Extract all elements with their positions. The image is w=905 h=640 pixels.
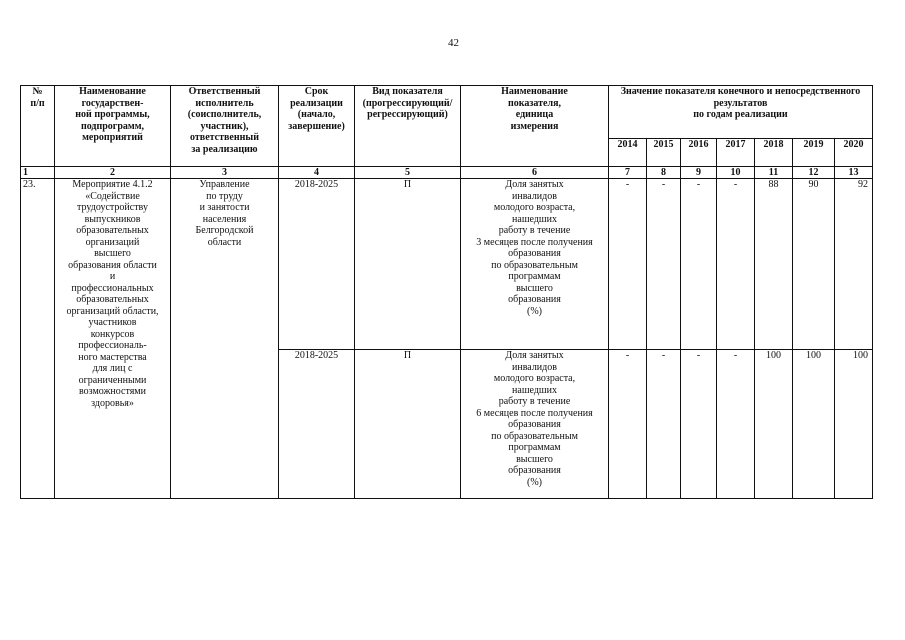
indicator-2-value-2018: 100 (755, 350, 793, 499)
indicator-2-value-2014: - (609, 350, 647, 499)
program-table (20, 85, 873, 499)
year-2016: 2016 (681, 138, 717, 166)
colnum-4: 4 (279, 167, 355, 179)
indicator-1-value-2018: 88 (755, 179, 793, 350)
colnum-7: 7 (609, 167, 647, 179)
page-number: 42 (448, 37, 459, 49)
row-executor: Управление по труду и занятости населения Белгородской области (171, 179, 279, 499)
indicator-2-value-2016: - (681, 350, 717, 499)
row-number: 23. (21, 179, 55, 499)
indicator-2-period: 2018-2025 (279, 350, 355, 499)
indicator-1-value-2020: 92 (835, 179, 873, 350)
header-num: № п/п (21, 86, 55, 167)
indicator-2-value-2019: 100 (793, 350, 835, 499)
indicator-2-value-2017: - (717, 350, 755, 499)
indicator-1-value-2019: 90 (793, 179, 835, 350)
year-2019: 2019 (793, 138, 835, 166)
indicator-1-value-2014: - (609, 179, 647, 350)
colnum-9: 9 (681, 167, 717, 179)
indicator-1-title: Доля занятых инвалидов молодого возраста, нашедших работу в течение 3 месяцев после получения образования по образовательным программам высшего образования (%) (461, 179, 609, 350)
year-2020: 2020 (835, 138, 873, 166)
indicator-1-value-2016: - (681, 179, 717, 350)
header-values: Значение показателя конечного и непосредственного результатов по годам реализации (609, 86, 873, 139)
header-program-name: Наименование государствен- ной программы, подпрограмм, мероприятий (55, 86, 171, 167)
indicator-2-type: П (355, 350, 461, 499)
header-executor: Ответственный исполнитель (соисполнитель, участник), ответственный за реализацию (171, 86, 279, 167)
year-2015: 2015 (647, 138, 681, 166)
colnum-10: 10 (717, 167, 755, 179)
indicator-2-value-2020: 100 (835, 350, 873, 499)
colnum-1: 1 (21, 167, 55, 179)
table-row (21, 179, 873, 350)
colnum-11: 11 (755, 167, 793, 179)
colnum-13: 13 (835, 167, 873, 179)
colnum-5: 5 (355, 167, 461, 179)
year-2014: 2014 (609, 138, 647, 166)
year-2018: 2018 (755, 138, 793, 166)
header-indicator-name: Наименование показателя, единица измерения (461, 86, 609, 167)
colnum-2: 2 (55, 167, 171, 179)
indicator-2-value-2015: - (647, 350, 681, 499)
indicator-1-value-2017: - (717, 179, 755, 350)
colnum-6: 6 (461, 167, 609, 179)
colnum-3: 3 (171, 167, 279, 179)
year-2017: 2017 (717, 138, 755, 166)
indicator-2-title: Доля занятых инвалидов молодого возраста, нашедших работу в течение 6 месяцев после получения образования по образовательным программам высшего образования (%) (461, 350, 609, 499)
colnum-12: 12 (793, 167, 835, 179)
colnum-8: 8 (647, 167, 681, 179)
indicator-1-type: П (355, 179, 461, 350)
header-period: Срок реализации (начало, завершение) (279, 86, 355, 167)
indicator-1-period: 2018-2025 (279, 179, 355, 350)
indicator-1-value-2015: - (647, 179, 681, 350)
row-program-name: Мероприятие 4.1.2 «Содействие трудоустройству выпускников образовательных организаций высшего образования области и профессиональных образовательных организаций области, участников конкурсов профессиональ- ного мастерства для лиц с ограниченными возможностями здоровья» (55, 179, 171, 499)
column-numbers-row (21, 167, 873, 179)
header-indicator-type: Вид показателя (прогрессирующий/ регрессирующий) (355, 86, 461, 167)
